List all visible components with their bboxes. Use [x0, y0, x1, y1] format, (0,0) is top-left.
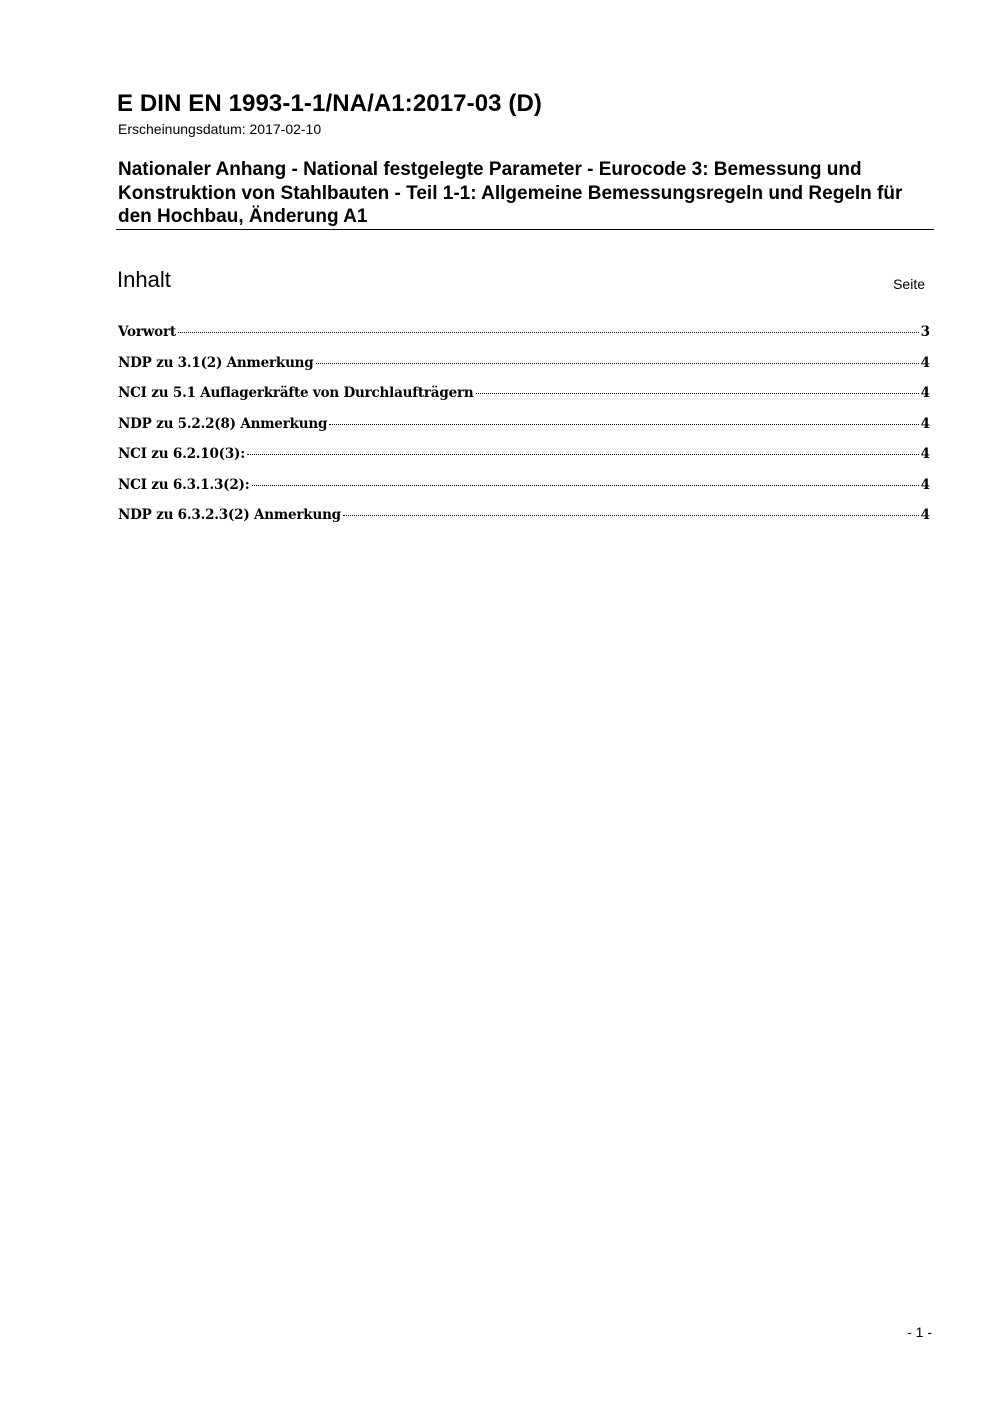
toc-entry-ndp-5-2-2-8[interactable] [118, 416, 930, 447]
toc-page-column-label: Seite [893, 276, 925, 292]
toc-entry-page: 4 [920, 415, 930, 432]
publication-date: Erscheinungsdatum: 2017-02-10 [118, 121, 322, 137]
toc-entry-ndp-3-1-2[interactable] [118, 355, 930, 386]
toc-entry-vorwort[interactable] [118, 324, 930, 355]
toc-entry-label: NCI zu 6.3.1.3(2): [118, 476, 250, 493]
toc-entry-label: NCI zu 6.2.10(3): [118, 446, 246, 462]
toc-leader-dots [316, 363, 919, 364]
toc-entry-label: NDP zu 5.2.2(8) Anmerkung [118, 415, 328, 432]
toc-entry-nci-5-1[interactable] [118, 385, 930, 416]
toc-leader-dots [476, 393, 919, 394]
toc-entry-page: 4 [920, 507, 930, 523]
toc-entry-label: NDP zu 6.3.2.3(2) Anmerkung [118, 507, 341, 523]
toc-heading: Inhalt [117, 267, 171, 292]
toc-entry-nci-6-2-10-3[interactable] [118, 446, 930, 477]
toc-entry-label: NCI zu 5.1 Auflagerkräfte von Durchlaufträgern [118, 385, 474, 401]
toc-entry-page: 4 [920, 385, 930, 401]
document-id: E DIN EN 1993-1-1/NA/A1:2017-03 (D) [117, 90, 542, 117]
toc-entry-page: 4 [920, 476, 930, 493]
toc-entry-page: 4 [920, 354, 930, 371]
toc-leader-dots [329, 424, 918, 425]
toc-entry-label: NDP zu 3.1(2) Anmerkung [118, 354, 314, 371]
toc-entry-nci-6-3-1-3-2[interactable] [118, 477, 930, 508]
toc-leader-dots [252, 485, 919, 486]
toc-entry-label: Vorwort [118, 324, 176, 340]
toc-leader-dots [247, 454, 919, 455]
page-number: - 1 - [907, 1324, 932, 1340]
toc-leader-dots [178, 332, 919, 333]
table-of-contents [118, 324, 930, 538]
document-title: Nationaler Anhang - National festgelegte Parameter - Eurocode 3: Bemessung und Konstruktion von Stahlbauten - Teil 1-1: Allgemeine Bemessungsregeln und Regeln für den Hochbau, Änderung A1 [118, 159, 903, 227]
toc-leader-dots [343, 515, 919, 516]
title-divider [116, 229, 934, 230]
toc-entry-ndp-6-3-2-3-2[interactable] [118, 507, 930, 538]
toc-entry-page: 3 [920, 324, 930, 340]
toc-entry-page: 4 [920, 446, 930, 462]
